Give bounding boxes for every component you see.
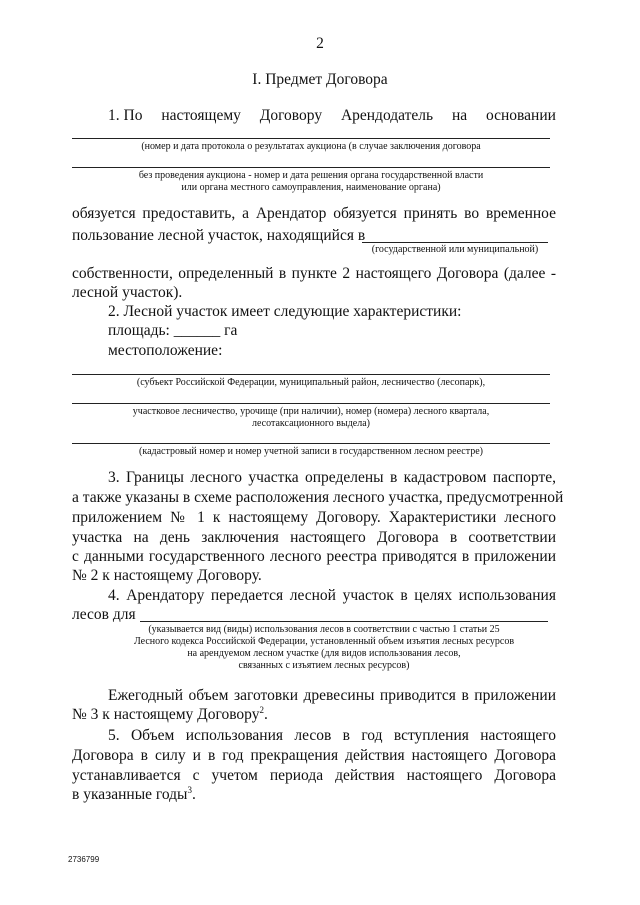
p1-word: основании xyxy=(485,107,556,124)
text-line: а также указаны в схеме расположения лесного участка, предусмотренной xyxy=(72,489,564,506)
text-line: лесной участок). xyxy=(72,284,183,301)
p1-word: 1. По xyxy=(108,107,143,124)
page-number: 2 xyxy=(316,35,324,52)
footer-code: 2736799 xyxy=(68,855,100,864)
p1-word: на xyxy=(451,107,468,124)
caption-usage-4: связанных с изъятием лесных ресурсов) xyxy=(238,660,410,671)
area-row xyxy=(108,321,237,341)
caption-decision-1: без проведения аукциона - номер и дата решения органа государственной власти xyxy=(138,170,484,181)
caption-usage-1: (указывается вид (виды) использования лесов в соответствии с частью 1 статьи 25 xyxy=(148,624,500,635)
caption-protocol: (номер и дата протокола о результатах аукциона (в случае заключения договора xyxy=(141,141,481,152)
section-heading: I. Предмет Договора xyxy=(252,71,388,88)
p1-word: настоящему xyxy=(161,107,241,124)
p1-first-line xyxy=(108,106,556,126)
text-line: 3. Границы лесного участка определены в кадастровом паспорте, xyxy=(108,469,556,486)
text-line: Договора в силу и в год прекращения действия настоящего Договора xyxy=(72,747,556,764)
caption-usage-2: Лесного кодекса Российской Федерации, установленный объем изъятия лесных ресурсов xyxy=(133,636,515,647)
text-line: 4. Арендатору передается лесной участок в целях использования xyxy=(108,587,556,604)
area-unit: га xyxy=(224,322,238,339)
caption-forestry-1: участковое лесничество, урочище (при наличии), номер (номера) лесного квартала, xyxy=(132,406,490,417)
fill-line xyxy=(362,242,548,243)
annual-text: № 3 к настоящему Договору xyxy=(72,706,260,723)
text-line: № 2 к настоящему Договору. xyxy=(72,567,262,584)
area-blank: ______ xyxy=(173,322,221,339)
fill-line xyxy=(140,621,548,622)
footnote-ref: 2 xyxy=(259,704,264,715)
caption-cadastral: (кадастровый номер и номер учетной записи в государственном лесном реестре) xyxy=(139,446,483,457)
caption-decision-2: или органа местного самоуправления, наименование органа) xyxy=(181,182,441,193)
fill-line xyxy=(72,403,550,404)
fill-line xyxy=(72,443,550,444)
text-line: собственности, определенный в пункте 2 настоящего Договора (далее - xyxy=(72,265,556,282)
text-line: 2. Лесной участок имеет следующие характеристики: xyxy=(108,303,462,320)
annual-tail: . xyxy=(263,706,268,723)
text-line: участка на день заключения настоящего Договора в соответствии xyxy=(72,529,556,546)
p1-word: Арендодатель xyxy=(340,107,434,124)
text-line: Ежегодный объем заготовки древесины приводится в приложении xyxy=(108,687,556,704)
text-line xyxy=(72,705,268,725)
fill-line xyxy=(72,374,550,375)
caption-usage-3: на арендуемом лесном участке (для видов использования лесов, xyxy=(187,648,461,659)
text-line: пользование лесной участок, находящийся в xyxy=(72,227,366,244)
text-line: 5. Объем использования лесов в год вступления настоящего xyxy=(108,727,556,744)
fill-line xyxy=(72,167,550,168)
period-text: в указанные годы xyxy=(72,786,188,803)
text-line: устанавливается с учетом периода действия настоящего Договора xyxy=(72,767,556,784)
text-line: с данными государственного лесного реестра приводятся в приложении xyxy=(72,548,556,565)
text-line: обязуется предоставить, а Арендатор обязуется принять во временное xyxy=(72,205,556,222)
caption-forestry-2: лесотаксационного выдела) xyxy=(251,418,370,429)
area-label: площадь: xyxy=(108,322,170,339)
location-label: местоположение: xyxy=(108,342,223,359)
caption-ownership: (государственной или муниципальной) xyxy=(371,244,539,255)
period-tail: . xyxy=(191,786,196,803)
text-line: лесов для xyxy=(72,606,136,623)
p1-word: Договору xyxy=(259,107,323,124)
caption-region: (субъект Российской Федерации, муниципальный район, лесничество (лесопарк), xyxy=(136,377,486,388)
footnote-ref: 3 xyxy=(187,784,192,795)
fill-line xyxy=(72,138,550,139)
text-line xyxy=(72,785,196,805)
text-line: приложением № 1 к настоящему Договору. Характеристики лесного xyxy=(72,509,556,526)
